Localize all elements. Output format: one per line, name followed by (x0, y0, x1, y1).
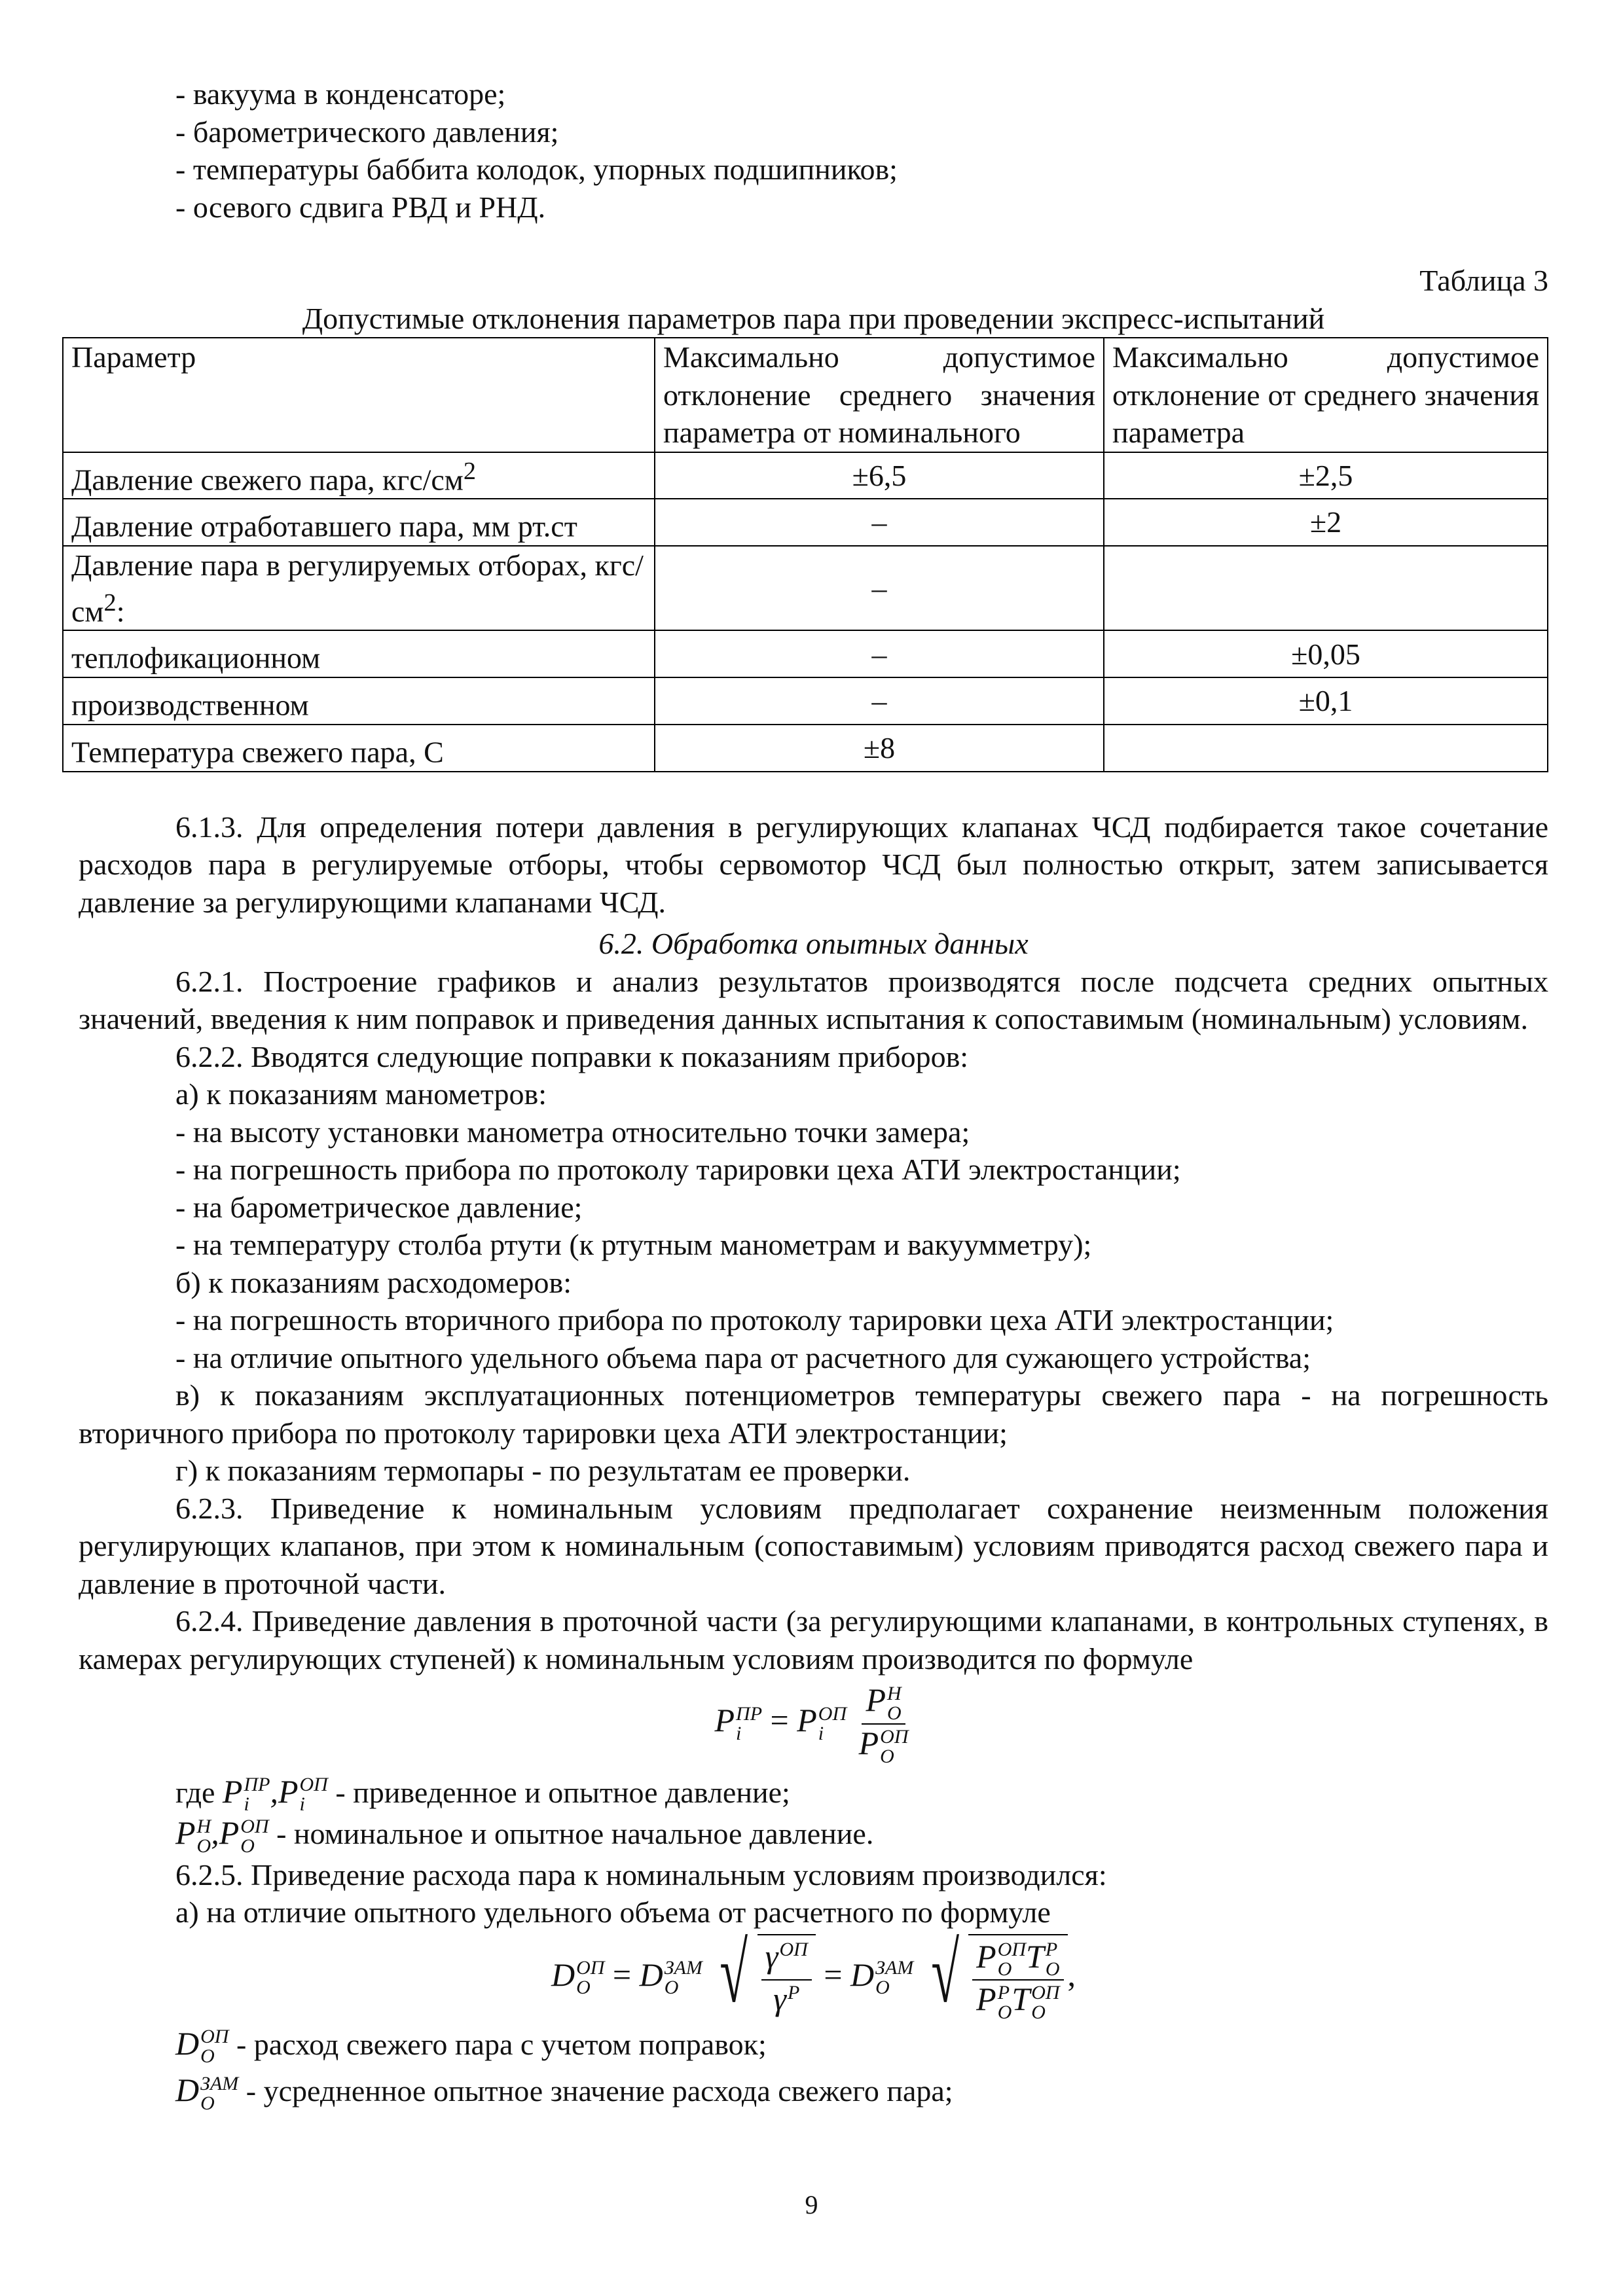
sqrt: √ P ОП O T Р O P Р O T ОП O (922, 1934, 1068, 2022)
header-param: Параметр (63, 338, 655, 452)
row-dev-nominal: – (655, 499, 1104, 546)
paragraph-6-2-2: 6.2.2. Вводятся следующие поправки к показаниям приборов: (175, 1039, 969, 1073)
sqrt: √ γ ОП γ Р (710, 1934, 815, 2022)
top-list (79, 75, 1548, 226)
row-dev-average: ±2,5 (1104, 452, 1548, 499)
spacer (79, 772, 1548, 808)
item-a2: а) на отличие опытного удельного объема от расчетного по формуле (175, 1895, 1051, 1929)
definition-line-4: D ЗАМ O - усредненное опытное значение расхода свежего пара; (175, 2072, 953, 2114)
page-number: 9 (805, 2190, 818, 2219)
table-label: Таблица 3 (1419, 264, 1548, 297)
row-param: теплофикационном (63, 630, 655, 677)
paragraph-6-2-5: 6.2.5. Приведение расхода пара к номинальным условиям производился: (175, 1857, 1107, 1892)
list-b-heading: б) к показаниям расходомеров: (175, 1265, 572, 1299)
list-item: - на погрешность вторичного прибора по протоколу тарировки цеха АТИ электростанции; (175, 1303, 1334, 1337)
definition-line-3: D ОП O - расход свежего пара с учетом поправок; (175, 2024, 767, 2068)
list-a-heading: а) к показаниям манометров: (175, 1077, 547, 1111)
table-caption: Допустимые отклонения параметров пара при проведении экспресс-испытаний (302, 301, 1325, 335)
formula-flow: D ОП O = D ЗАМ O √ γ ОП γ Р = D ЗАМ O √ P ОП O T Р O P Р O T ОП O , (551, 1926, 1076, 2023)
row-dev-nominal: – (655, 677, 1104, 725)
table-row (63, 677, 1548, 725)
list-item: - барометрического давления; (175, 115, 559, 149)
item-g: г) к показаниям термопары - по результатам ее проверки. (175, 1454, 911, 1488)
row-dev-average: ±2 (1104, 499, 1548, 546)
row-dev-nominal: ±8 (655, 725, 1104, 772)
row-param: Давление свежего пара, кгс/$см^2$ (63, 452, 655, 499)
paragraph-6-1-3: 6.1.3. Для определения потери давления в регулирующих клапанах ЧСД подбирается такое сочетание расходов пара в регулируемые отборы, чтобы сервомотор ЧСД был полностью открыт, затем записывается давление за регулирующими клапанами ЧСД. (79, 810, 1548, 919)
row-param: производственном (63, 677, 655, 725)
item-v: в) к показаниям эксплуатационных потенциометров температуры свежего пара - на погрешность вторичного прибора по протоколу тарировки цеха АТИ электростанции; (79, 1378, 1548, 1450)
list-item: - на высоту установки манометра относительно точки замера; (175, 1115, 970, 1149)
document-page (71, 75, 1548, 2114)
list-item: - на отличие опытного удельного объема пара от расчетного для сужающего устройства; (175, 1340, 1311, 1374)
row-dev-average (1104, 546, 1548, 630)
paragraph-6-2-1: 6.2.1. Построение графиков и анализ результатов производятся после подсчета средних опытных значений, введения к ним поправок и приведения данных испытания к сопоставимым (номинальным) условиям. (79, 964, 1548, 1036)
row-param: Давление отработавшего пара, мм рт.ст (63, 499, 655, 546)
list-item: - на барометрическое давление; (175, 1190, 583, 1224)
table-row (63, 725, 1548, 772)
paragraph-6-2-4: 6.2.4. Приведение давления в проточной части (за регулирующими клапанами, в контрольных ступенях, в камерах регулирующих ступеней) к номинальным условиям производится по формуле (79, 1604, 1548, 1676)
row-dev-nominal: ±6,5 (655, 452, 1104, 499)
spacer (79, 226, 1548, 262)
definition-line-1: где P ПР i ,P ОП i - приведенное и опытное давление; (175, 1772, 790, 1816)
row-dev-nominal: – (655, 630, 1104, 677)
list-item: - на температуру столба ртути (к ртутным манометрам и вакуумметру); (175, 1228, 1092, 1262)
header-dev-nominal: Максимально допустимое отклонение среднего значения параметра от номинального (655, 338, 1104, 452)
deviation-table (62, 337, 1548, 772)
list-item: - осевого сдвига РВД и РНД. (175, 190, 546, 224)
list-item: - температуры баббита колодок, упорных подшипников; (175, 152, 898, 186)
row-dev-average: ±0,05 (1104, 630, 1548, 677)
definition-line-2: P Н O ,P ОП O - номинальное и опытное начальное давление. (175, 1814, 874, 1857)
header-dev-average: Максимально допустимое отклонение от среднего значения параметра (1104, 338, 1548, 452)
fraction: P Н O P ОП O (858, 1681, 909, 1767)
row-dev-nominal: – (655, 546, 1104, 630)
list-item: - на погрешность прибора по протоколу тарировки цеха АТИ электростанции; (175, 1153, 1181, 1187)
paragraph-6-2-3: 6.2.3. Приведение к номинальным условиям предполагает сохранение неизменным положения регулирующих клапанов, при этом к номинальным (сопоставимым) условиям приводятся расход свежего пара и давление в проточной части. (79, 1491, 1548, 1600)
table-header-row (63, 338, 1548, 452)
row-dev-average (1104, 725, 1548, 772)
row-param: Температура свежего пара, С (63, 725, 655, 772)
table-row (63, 630, 1548, 677)
row-dev-average: ±0,1 (1104, 677, 1548, 725)
table-row (63, 499, 1548, 546)
formula-pressure: P ПР i = P ОП i P Н O P ОП O (79, 1681, 1548, 1766)
list-item: - вакуума в конденсаторе; (175, 77, 506, 111)
row-param: Давление пара в регулируемых отборах, кгс/$см^2$: (63, 546, 655, 630)
table-row (63, 546, 1548, 630)
section-title: 6.2. Обработка опытных данных (598, 927, 1029, 961)
table-row (63, 452, 1548, 499)
